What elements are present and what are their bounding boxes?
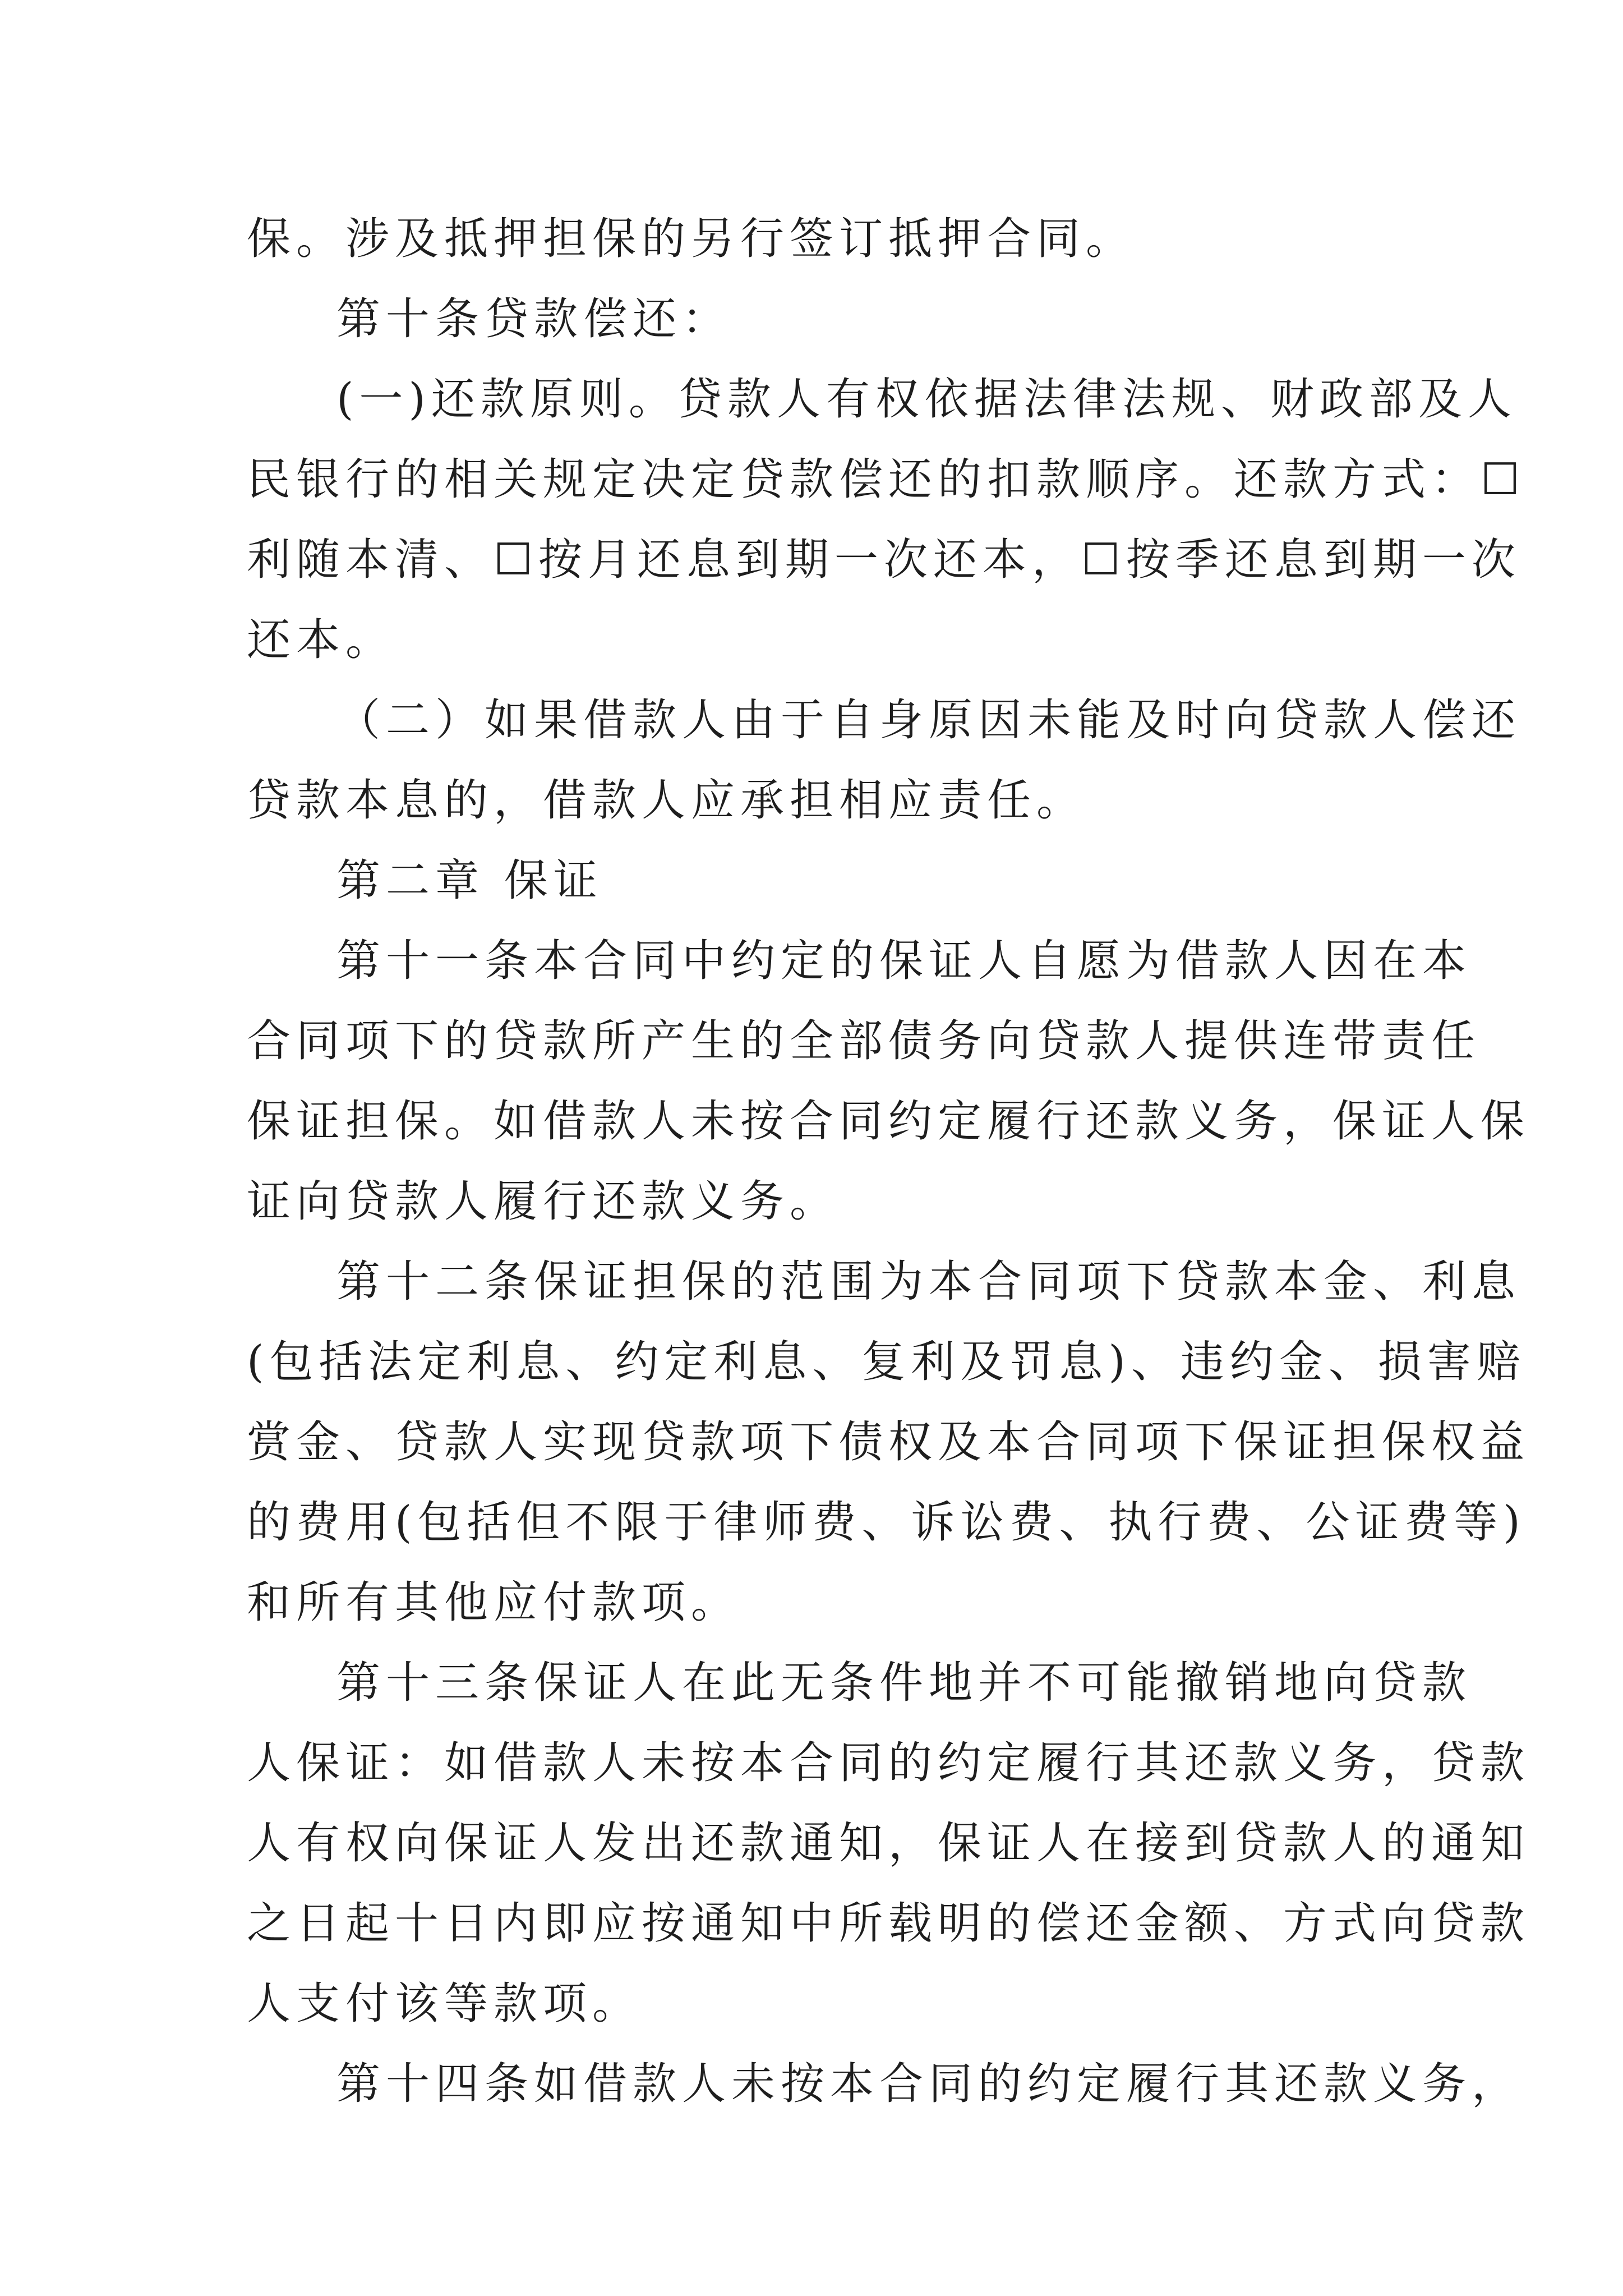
text-line: 保证担保。如借款人未按合同约定履行还款义务，保证人保 <box>247 1096 1530 1147</box>
text-line: 贷款本息的，借款人应承担相应责任。 <box>247 775 1086 826</box>
text-line: (包括法定利息、约定利息、复利及罚息)、违约金、损害赔 <box>247 1337 1526 1387</box>
text-line: 民银行的相关规定决定贷款偿还的扣款顺序。还款方式：☐ <box>247 454 1525 505</box>
text-line: (一)还款原则。贷款人有权依据法律法规、财政部及人 <box>336 374 1517 425</box>
text-line: 的费用(包括但不限于律师费、诉讼费、执行费、公证费等) <box>247 1497 1526 1548</box>
text-line: （二）如果借款人由于自身原因未能及时向贷款人偿还 <box>336 695 1521 746</box>
text-line: 人保证：如借款人未按本合同的约定履行其还款义务，贷款 <box>247 1738 1530 1788</box>
contract-text <box>247 199 1530 2124</box>
text-line: 之日起十日内即应按通知中所载明的偿还金额、方式向贷款 <box>247 1898 1530 1949</box>
text-line: 保。涉及抵押担保的另行签订抵押合同。 <box>247 214 1136 264</box>
chapter-heading: 第二章 保证 <box>336 855 603 906</box>
text-line: 还本。 <box>247 615 395 665</box>
text-line: 第十二条保证担保的范围为本合同项下贷款本金、利息 <box>336 1257 1521 1307</box>
text-line: 人有权向保证人发出还款通知，保证人在接到贷款人的通知 <box>247 1818 1530 1869</box>
text-line: 和所有其他应付款项。 <box>247 1577 741 1628</box>
text-line: 利随本清、☐按月还息到期一次还本，☐按季还息到期一次 <box>247 535 1521 585</box>
text-line: 人支付该等款项。 <box>247 1978 642 2029</box>
text-line: 证向贷款人履行还款义务。 <box>247 1176 840 1227</box>
text-line: 第十三条保证人在此无条件地并不可能撤销地向贷款 <box>336 1658 1472 1708</box>
text-line: 第十一条本合同中约定的保证人自愿为借款人因在本 <box>336 936 1472 986</box>
text-line: 合同项下的贷款所产生的全部债务向贷款人提供连带责任 <box>247 1016 1481 1066</box>
text-line: 第十四条如借款人未按本合同的约定履行其还款义务， <box>336 2059 1521 2109</box>
text-line: 第十条贷款偿还： <box>336 294 732 344</box>
text-line: 赏金、贷款人实现贷款项下债权及本合同项下保证担保权益 <box>247 1417 1530 1467</box>
